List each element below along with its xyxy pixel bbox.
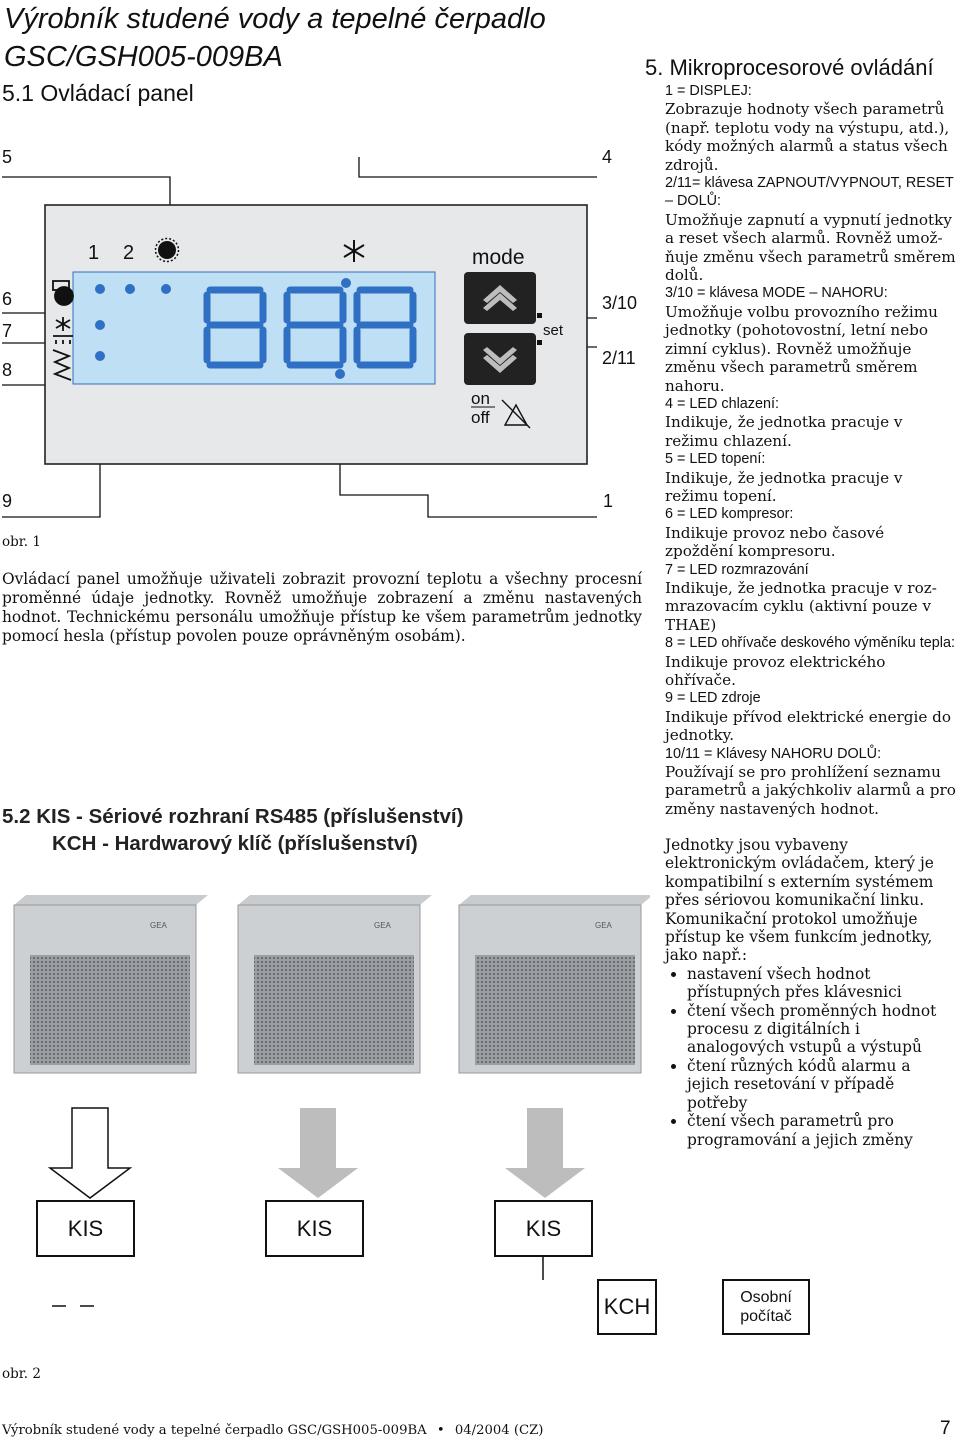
- figure-1-caption: obr. 1: [2, 534, 41, 550]
- item-led-power: 9 = LED zdroje Indikuje přívod elektrické energie do jednotky.: [665, 690, 952, 745]
- led-2-dot: [161, 284, 171, 294]
- item-led-heating: 5 = LED topení: Indikuje, že jednotka pracuje v režimu topení.: [665, 451, 903, 505]
- section-5-2-line2: KCH - Hardwarový klíč (příslušenství): [52, 832, 418, 855]
- section-5-items: [665, 82, 957, 818]
- section-5-2-line1: 5.2 KIS - Sériové rozhraní RS485 (příslušenství): [2, 805, 464, 828]
- kis-box-2: KIS: [265, 1200, 364, 1257]
- pc-label-line2: počítač: [740, 1308, 792, 1325]
- callout-5: 5: [2, 147, 13, 167]
- kis-box-3: KIS: [494, 1200, 593, 1257]
- section-5-1-heading: 5.1 Ovládací panel: [2, 80, 194, 106]
- unit-1: [14, 895, 208, 1073]
- led-1-dot: [125, 284, 135, 294]
- item-led-heater: 8 = LED ohřívače deskového výměníku tepla: Indikuje provoz elektrického ohřívače.: [665, 635, 955, 689]
- set-marker-bottom: [537, 340, 542, 345]
- document-title-line1: Výrobník studené vody a tepelné čerpadlo: [4, 3, 546, 35]
- section-5-2-heading: [2, 803, 463, 857]
- item-up-down-keys: 10/11 = Klávesy NAHORU DOLŮ: Používají se pro prohlížení seznamu parametrů a jakýchkoliv alarmů a pro změny nastavených hodnot.: [665, 745, 956, 818]
- kch-box: KCH: [597, 1279, 657, 1335]
- led-8-dot: [95, 351, 105, 361]
- control-panel-intro: Ovládací panel umožňuje uživateli zobrazit provozní teplotu a všechny procesní proměnné údaje jednotky. Rovněž umožňuje zobrazení a změnu nastavených hodnot. Technickému personálu umožňuje přístup ke všem parametrům jednotky pomocí hesla (přístup povolen pouze oprávněným osobám).: [2, 570, 642, 645]
- mode-label: mode: [472, 246, 525, 269]
- footer-date: 04/2004 (CZ): [454, 1423, 544, 1438]
- on-label: on: [471, 389, 490, 408]
- callout-7: 7: [2, 321, 13, 341]
- pc-box: [722, 1279, 810, 1335]
- pc-label-line1: Osobní: [740, 1289, 792, 1306]
- section-5-heading: 5. Mikroprocesorové ovládání: [645, 55, 934, 80]
- item-led-defrost: 7 = LED rozmrazování Indikuje, že jednotka pracuje v roz-mrazovacím cyklu (aktivní pouze v THAE): [665, 561, 937, 634]
- bullet-item: • nastavení všech hodnot přístupných přes klávesnici: [687, 965, 957, 1002]
- unit-2-logo: GEA: [374, 921, 391, 930]
- document-title: [4, 0, 546, 76]
- item-led-cooling: 4 = LED chlazení: Indikuje, že jednotka pracuje v režimu chlazení.: [665, 395, 903, 450]
- footer-text: Výrobník studené vody a tepelné čerpadlo GSC/GSH005-009BA: [2, 1423, 427, 1438]
- callout-8: 8: [2, 360, 13, 380]
- arrow-grey-down-icon-3: [505, 1108, 585, 1198]
- set-label: set: [543, 322, 564, 339]
- unit-3: [459, 895, 650, 1073]
- led-1-label: 1: [88, 242, 100, 264]
- communication-paragraph: Jednotky jsou vybaveny elektronickým ovládačem, který je kompatibilní s externím systémem přes sériovou komunikační linku. Komunikační protokol umožňuje přístup ke všem funkcím jednotky, jako např.:: [665, 836, 934, 965]
- page-footer: [2, 1423, 543, 1438]
- units-figure: [0, 880, 650, 1120]
- bullet-item: • čtení všech proměnných hodnot procesu z digitálních i analogových vstupů a výstupů: [687, 1002, 957, 1057]
- bullet-item: • čtení všech parametrů pro programování a jejich změny: [687, 1112, 957, 1149]
- communication-bullets: [665, 965, 957, 1149]
- kis-box-1: KIS: [36, 1200, 135, 1257]
- callout-line-4: [359, 157, 597, 177]
- page-number: 7: [940, 1418, 951, 1439]
- callout-6: 6: [2, 289, 13, 309]
- led-2-label: 2: [123, 242, 135, 264]
- unit-1-logo: GEA: [150, 921, 167, 930]
- item-mode-key: 3/10 = klávesa MODE – NAHORU: Umožňuje volbu provozního režimu jednotky (pohotovostní, letní nebo zimní cyklus). Rovněž umožňuje změnu všech parametrů směrem nahoru.: [665, 285, 938, 395]
- set-marker-top: [537, 313, 542, 318]
- callout-2-11: 2/11: [602, 348, 636, 368]
- led-7-dot: [95, 320, 105, 330]
- bullet-item: • čtení různých kódů alarmu a jejich resetování v případě potřeby: [687, 1057, 957, 1112]
- callout-4: 4: [602, 147, 613, 167]
- arrow-outline-down-icon: [50, 1108, 130, 1198]
- item-led-compressor: 6 = LED kompresor: Indikuje provoz nebo časové zpoždění kompresoru.: [665, 506, 885, 561]
- footer-bullet: •: [436, 1423, 445, 1438]
- callout-1: 1: [603, 491, 614, 511]
- led-4-dot: [341, 278, 351, 288]
- callout-9: 9: [2, 491, 13, 511]
- document-title-line2: GSC/GSH005-009BA: [4, 41, 283, 73]
- unit-3-logo: GEA: [595, 921, 612, 930]
- communication-text: [665, 836, 957, 1149]
- unit-2: [238, 895, 432, 1073]
- off-label: off: [471, 408, 490, 427]
- led-9-dot: [95, 284, 105, 294]
- control-panel-figure: [0, 140, 645, 560]
- arrow-grey-down-icon-2: [278, 1108, 358, 1198]
- figure-2-caption: obr. 2: [2, 1366, 41, 1382]
- led-decimal-dot: [335, 369, 345, 379]
- item-display: 1 = DISPLEJ: Zobrazuje hodnoty všech parametrů (např. teplotu vody na výstupu, atd.), kódy možných alarmů a status všech zdrojů.: [665, 83, 950, 174]
- item-onoff-key: 2/11= klávesa ZAPNOUT/VYPNOUT, RESET – DOLŮ: Umožňuje zapnutí a vypnutí jednotky a reset všech alarmů. Rovněž umož-ňuje změnu všech parametrů směrem dolů.: [665, 175, 956, 285]
- callout-3-10: 3/10: [602, 293, 638, 313]
